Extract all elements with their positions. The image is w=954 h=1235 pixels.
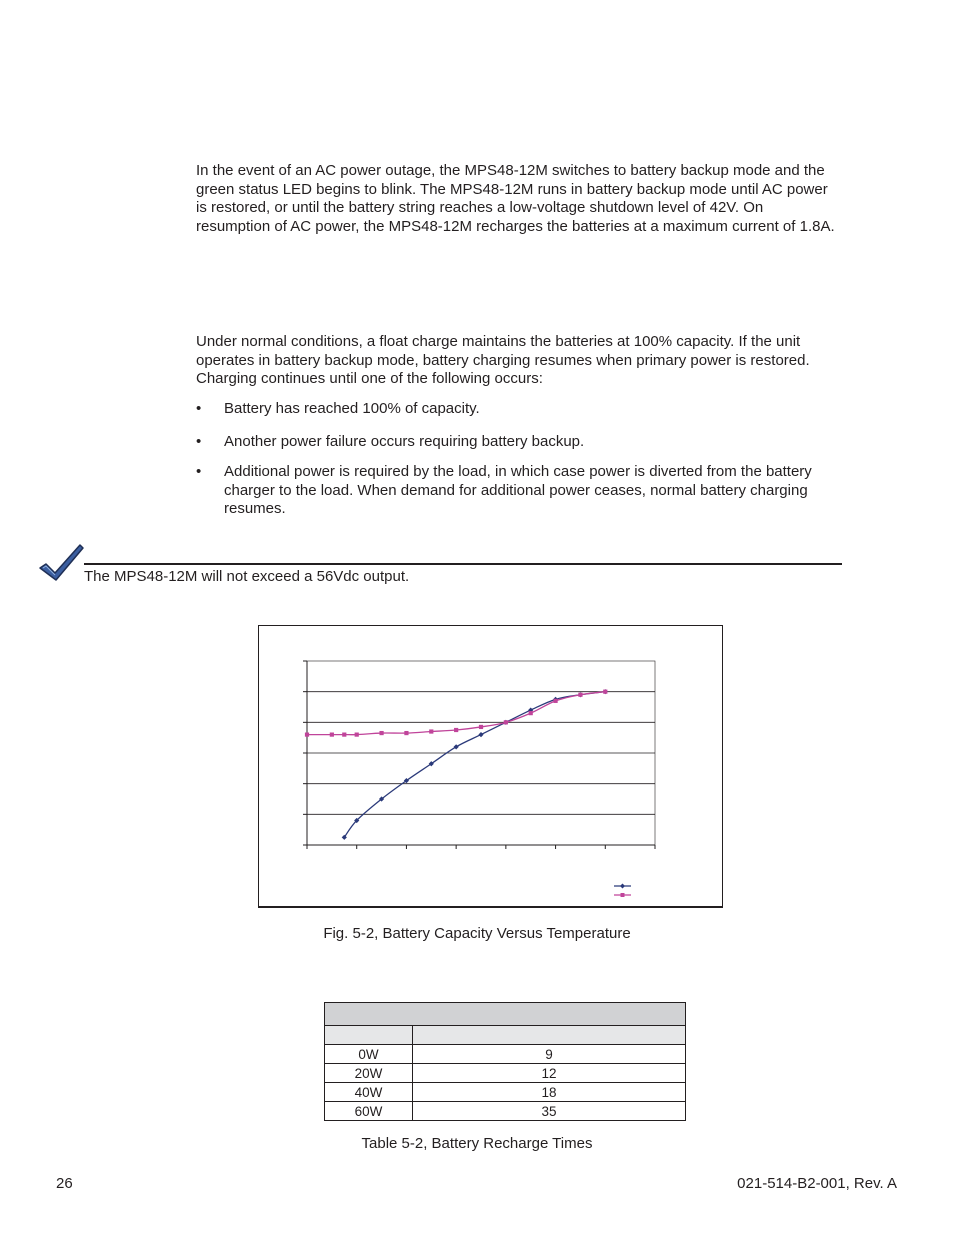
table-row [325, 1083, 686, 1102]
data-point [342, 733, 346, 737]
page-number: 26 [56, 1175, 73, 1192]
battery-capacity-chart [258, 625, 723, 908]
data-point [404, 731, 408, 735]
bullet-symbol: • [196, 433, 202, 450]
table-header-row [325, 1026, 686, 1045]
table-cell: 35 [413, 1102, 686, 1121]
legend-marker [620, 884, 625, 889]
table-cell: 20W [325, 1064, 413, 1083]
bullet-text: Another power failure occurs requiring battery backup. [224, 433, 585, 450]
data-point [553, 699, 557, 703]
charging-paragraph: Under normal conditions, a float charge maintains the batteries at 100% capacity. If the unit operates in battery backup mode, battery charging resumes when primary power is restored. Charging continues until one of the following occurs: [196, 333, 810, 388]
bullet-text: Additional power is required by the load, in which case power is diverted from the battery charger to the load. When demand for additional power ceases, normal battery charging resumes. [224, 463, 812, 517]
table-title-row [325, 1003, 686, 1026]
bullet-text: Battery has reached 100% of capacity. [224, 400, 480, 417]
document-id: 021-514-B2-001, Rev. A [737, 1175, 897, 1192]
table-cell: 40W [325, 1083, 413, 1102]
note-text: The MPS48-12M will not exceed a 56Vdc output. [84, 568, 410, 585]
bullet-symbol: • [196, 400, 202, 417]
data-point [578, 693, 582, 697]
data-point [379, 731, 383, 735]
table-title-cell [325, 1003, 686, 1026]
bullet-symbol: • [196, 463, 202, 480]
table-cell: 0W [325, 1045, 413, 1064]
series-line-1 [344, 692, 605, 838]
outage-paragraph: In the event of an AC power outage, the MPS48-12M switches to battery backup mode and the green status LED begins to blink. The MPS48-12M runs in battery backup mode until AC power is restored, or until the battery string reaches a low-voltage shutdown level of 42V. On resumption of AC power, the MPS48-12M recharges the batteries at a maximum current of 1.8A. [196, 162, 835, 236]
table-header-cell [325, 1026, 413, 1045]
table-header-cell [413, 1026, 686, 1045]
data-point [504, 720, 508, 724]
table-cell: 12 [413, 1064, 686, 1083]
data-point [454, 728, 458, 732]
data-point [330, 733, 334, 737]
recharge-times-table [324, 1002, 686, 1121]
table-row [325, 1064, 686, 1083]
table-cell: 60W [325, 1102, 413, 1121]
table-cell: 9 [413, 1045, 686, 1064]
data-point [355, 733, 359, 737]
note-divider [84, 563, 842, 565]
checkmark-icon [38, 542, 86, 582]
table-row [325, 1102, 686, 1121]
data-point [603, 690, 607, 694]
data-point [305, 733, 309, 737]
table-caption: Table 5-2, Battery Recharge Times [361, 1135, 593, 1152]
chart-canvas [259, 626, 722, 906]
legend-marker [621, 893, 625, 897]
figure-caption: Fig. 5-2, Battery Capacity Versus Temperature [323, 925, 631, 942]
table-cell: 18 [413, 1083, 686, 1102]
data-point [478, 732, 483, 737]
data-point [529, 711, 533, 715]
table-row [325, 1045, 686, 1064]
data-point [429, 729, 433, 733]
data-point [479, 725, 483, 729]
